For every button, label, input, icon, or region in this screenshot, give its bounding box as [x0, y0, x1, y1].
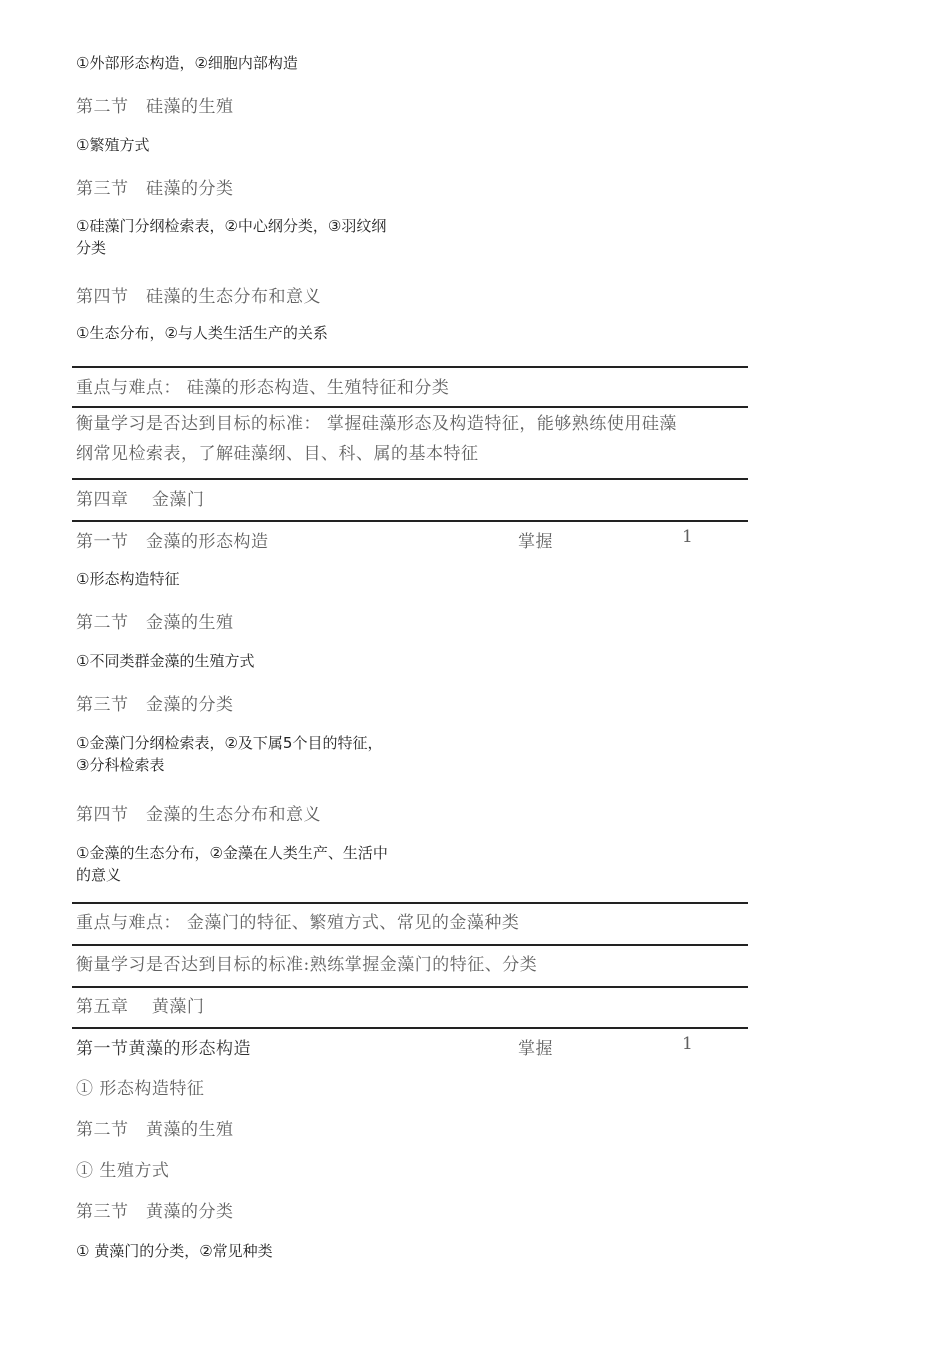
ch5-section1-items: ① 形态构造特征: [76, 1079, 205, 1099]
ch3-section3-items-line1: ①硅藻门分纲检索表，②中心纲分类，③羽纹纲: [76, 217, 387, 235]
ch5-section1-title: 第一节黄藻的形态构造: [76, 1039, 251, 1059]
ch5-section2-items: ① 生殖方式: [76, 1161, 170, 1181]
ch4-section4-title: 第四节 金藻的生态分布和意义: [76, 805, 321, 825]
ch3-section3-items: [76, 215, 748, 259]
ch4-section3-title: 第三节 金藻的分类: [76, 695, 234, 715]
ch5-section3-title: 第三节 黄藻的分类: [76, 1202, 234, 1222]
ch5-section1-level: 掌握: [518, 1039, 553, 1059]
ch4-section3-items-line2: ③分科检索表: [76, 756, 165, 774]
ch3-standard-line1: 衡量学习是否达到目标的标准： 掌握硅藻形态及构造特征，能够熟练使用硅藻: [76, 414, 677, 434]
ch4-section1-row: [76, 527, 748, 552]
ch3-section2-items: ①繁殖方式: [76, 136, 150, 154]
ch4-section4-items: [76, 842, 748, 886]
ch3-section3-items-line2: 分类: [76, 239, 107, 257]
ch4-section1-hours: 1: [682, 527, 694, 547]
ch4-key-points: 重点与难点： 金藻门的特征、繁殖方式、常见的金藻种类: [76, 913, 520, 933]
ch5-section3-items: ① 黄藻门的分类，②常见种类: [76, 1242, 273, 1260]
ch3-section1-items: ①外部形态构造，②细胞内部构造: [76, 54, 298, 72]
divider: [72, 406, 748, 408]
divider: [72, 366, 748, 368]
ch3-standard-line2: 纲常见检索表，了解硅藻纲、目、科、属的基本特征: [76, 444, 479, 464]
ch4-section1-title: 第一节 金藻的形态构造: [76, 532, 269, 552]
ch3-key-points: 重点与难点： 硅藻的形态构造、生殖特征和分类: [76, 378, 450, 398]
ch3-section4-title: 第四节 硅藻的生态分布和意义: [76, 287, 321, 307]
ch5-title: 第五章 黄藻门: [76, 997, 205, 1017]
ch5-section1-hours: 1: [682, 1034, 694, 1054]
divider: [72, 520, 748, 522]
ch4-section2-items: ①不同类群金藻的生殖方式: [76, 652, 255, 670]
ch3-section3-title: 第三节 硅藻的分类: [76, 179, 234, 199]
ch4-section3-items-line1: ①金藻门分纲检索表，②及下属5个目的特征，: [76, 734, 383, 752]
divider: [72, 1027, 748, 1029]
divider: [72, 944, 748, 946]
ch3-section2-title: 第二节 硅藻的生殖: [76, 97, 234, 117]
ch4-section4-items-line2: 的意义: [76, 866, 122, 884]
ch5-section1-row: [76, 1034, 748, 1059]
ch4-standard: 衡量学习是否达到目标的标准:熟练掌握金藻门的特征、分类: [76, 955, 538, 975]
ch3-standard: [76, 409, 748, 469]
divider: [72, 986, 748, 988]
ch4-section3-items: [76, 732, 748, 776]
ch5-section2-title: 第二节 黄藻的生殖: [76, 1120, 234, 1140]
ch3-section4-items: ①生态分布，②与人类生活生产的关系: [76, 324, 328, 342]
divider: [72, 902, 748, 904]
ch4-section2-title: 第二节 金藻的生殖: [76, 613, 234, 633]
ch4-section4-items-line1: ①金藻的生态分布，②金藻在人类生产、生活中: [76, 844, 388, 862]
ch4-section1-items: ①形态构造特征: [76, 570, 180, 588]
ch4-section1-level: 掌握: [518, 532, 553, 552]
divider: [72, 478, 748, 480]
ch4-title: 第四章 金藻门: [76, 490, 205, 510]
